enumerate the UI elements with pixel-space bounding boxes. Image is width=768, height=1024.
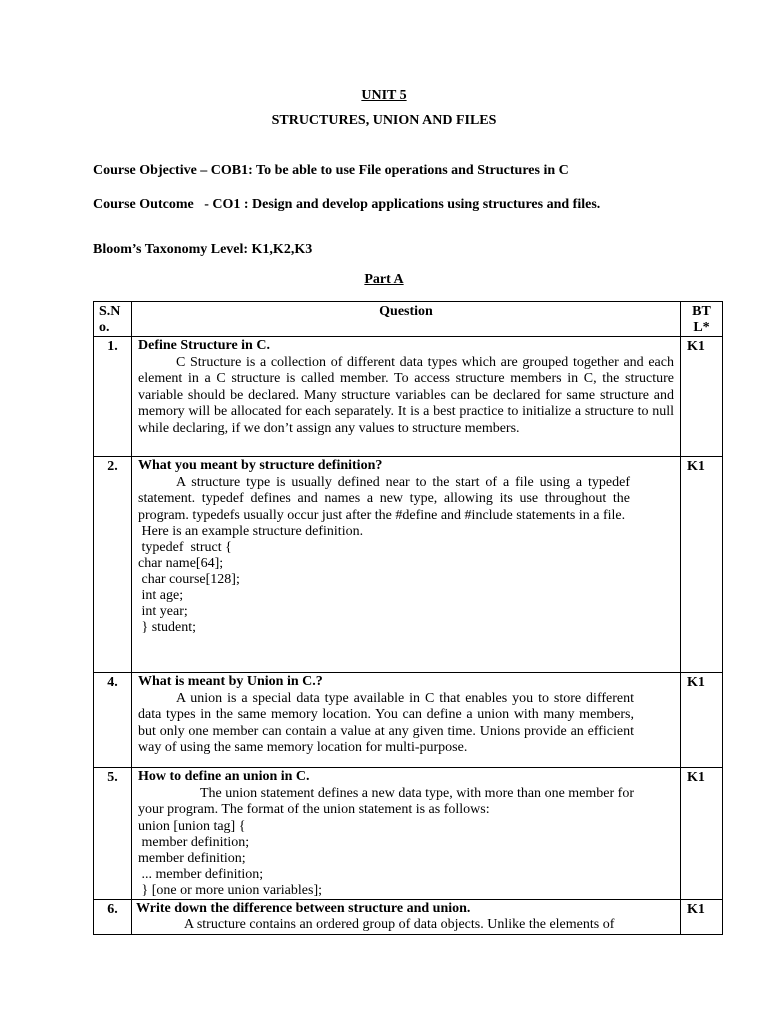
question-title: Define Structure in C.	[138, 338, 270, 353]
header-sno-line2: o.	[99, 320, 110, 335]
answer-text: A structure type is usually defined near to the start of a file using a typedef statement. typedef defines and names a new type, allowing its use throughout the program. typedefs usually occur just after the #define and #include statements in a file.	[138, 474, 630, 523]
question-cell	[132, 457, 681, 673]
table-header-row	[94, 302, 723, 337]
question-table	[93, 301, 723, 935]
code-example: union [union tag] { member definition; member definition; ... member definition; } [one or more union variables];	[138, 818, 322, 898]
question-title: What you meant by structure definition?	[138, 458, 383, 473]
row-number: 5.	[94, 768, 132, 900]
code-example: Here is an example structure definition. typedef struct { char name[64]; char course[128]; int age; int year; } student;	[138, 524, 364, 635]
header-bt-line1: BT	[692, 304, 711, 319]
header-bt-line2: L*	[693, 320, 710, 335]
header-sno	[94, 302, 132, 337]
bt-level: K1	[681, 899, 723, 934]
row-number: 2.	[94, 457, 132, 673]
table-row	[94, 457, 723, 673]
answer-text: C Structure is a collection of different data types which are grouped together and each element in a C structure is called member. To access structure members in C, the structure variable should be declared. Many structure variables can be declared for same structure and memory will be allocated for each separately. It is a best practice to initialize a structure to null while declaring, if we don’t assign any values to structure members.	[138, 354, 674, 436]
table-row	[94, 673, 723, 768]
question-cell	[132, 899, 681, 934]
bt-level: K1	[681, 673, 723, 768]
question-cell	[132, 337, 681, 457]
bt-level: K1	[681, 768, 723, 900]
table-row	[94, 768, 723, 900]
row-number: 4.	[94, 673, 132, 768]
question-cell	[132, 673, 681, 768]
answer-text: A structure contains an ordered group of data objects. Unlike the elements of	[184, 917, 615, 932]
course-outcome: Course Outcome - CO1 : Design and develop applications using structures and files.	[93, 197, 601, 212]
answer-text: A union is a special data type available in C that enables you to store different data types in the same memory location. You can define a union with many members, but only one member can contain a value at any given time. Unions provide an efficient way of using the same memory location for multi-purpose.	[138, 690, 634, 755]
bt-level: K1	[681, 337, 723, 457]
table-row	[94, 899, 723, 934]
unit-title: UNIT 5	[361, 88, 407, 103]
row-number: 1.	[94, 337, 132, 457]
question-title: Write down the difference between structure and union.	[136, 900, 471, 916]
bt-level: K1	[681, 457, 723, 673]
course-objective: Course Objective – COB1: To be able to use File operations and Structures in C	[93, 163, 569, 178]
question-cell	[132, 768, 681, 900]
header-question: Question	[132, 302, 681, 337]
header-sno-line1: S.N	[99, 304, 121, 319]
subject-title: STRUCTURES, UNION AND FILES	[271, 113, 497, 128]
part-heading: Part A	[364, 272, 404, 287]
row-number: 6.	[94, 899, 132, 934]
table-row	[94, 337, 723, 457]
answer-text: The union statement defines a new data type, with more than one member for your program. The format of the union statement is as follows:	[138, 785, 634, 817]
question-title: What is meant by Union in C.?	[138, 674, 323, 689]
header-bt-level	[681, 302, 723, 337]
blooms-level: Bloom’s Taxonomy Level: K1,K2,K3	[93, 242, 313, 257]
question-title: How to define an union in C.	[138, 769, 310, 784]
